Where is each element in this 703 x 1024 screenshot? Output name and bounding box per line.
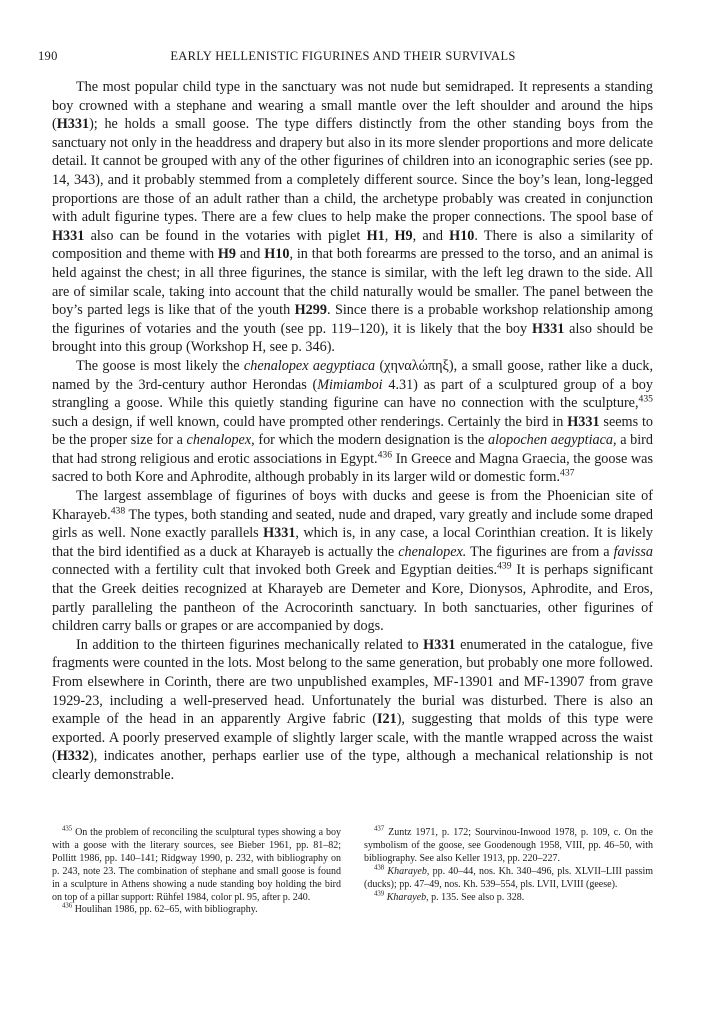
catalogue-ref: H331 bbox=[263, 525, 296, 542]
catalogue-ref: H331 bbox=[531, 320, 565, 337]
catalogue-ref: H9 bbox=[217, 246, 237, 263]
catalogue-ref: H1 bbox=[366, 227, 385, 244]
catalogue-ref: H10 bbox=[449, 227, 475, 244]
running-header bbox=[38, 49, 648, 69]
footnote-439: $^{439}$ Kharayeb, p. 135. See also p. 328. bbox=[374, 890, 525, 903]
footnote-437: $^{437}$ Zuntz 1971, p. 172; Sourvinou-Inwood 1978, p. 109, c. On the symbolism of the goose, see Goodenough 1958, VIII, pp. 46–50, with bibliography. See also Keller 1913, pp. 220–227. bbox=[364, 825, 653, 864]
catalogue-ref: H10 bbox=[264, 246, 290, 263]
catalogue-ref: H331 bbox=[52, 227, 85, 244]
footnote-marker: 435 bbox=[638, 393, 653, 405]
footnote-marker: 438 bbox=[110, 504, 126, 516]
page-number: 190 bbox=[38, 49, 58, 63]
catalogue-ref: H299 bbox=[294, 302, 327, 319]
paragraph-3: The largest assemblage of figurines of boys with ducks and geese is from the Phoenician site of Kharayeb.$^{438}$ The types, both standing and seated, nude and draped, vary greatly and include some draped girls as well. None exactly parallels H331, which is, in any case, a local Corinthian creation. It is likely that the bird identified as a duck at Kharayeb is actually the chenalopex. The figurines are from a favissa connected with a fertility cult that invoked both Greek and Egyptian deities.$^{439}$ It is perhaps significant that the Greek deities recognized at Kharayeb are Demeter and Kore, Dionysos, Aphrodite, and Eros, partly paralleling the pantheon of the Acrocorinth sanctuary. In both sanctuaries, other figurines of children carry balls or grapes or are accompanied by dogs. bbox=[52, 488, 654, 635]
catalogue-ref: H331 bbox=[56, 116, 90, 133]
main-text bbox=[52, 78, 653, 785]
footnote-marker: 436 bbox=[377, 449, 393, 461]
paragraph-2: The goose is most likely the chenalopex aegyptiaca (χηναλώπηξ), a small goose, rather like a duck, named by the 3rd-century author Herondas (Mimiamboi 4.31) as part of a sculptured group of a boy strangling a goose. While this quietly standing figurine can have no connection with the sculpture,$^{435}$ such a design, if well known, could have prompted other renderings. Certainly the bird in H331 seems to be the proper size for a chenalopex, for which the modern designation is the alopochen aegyptiaca, a bird that had strong religious and erotic associations in Egypt.$^{436}$ In Greece and Magna Graecia, the goose was sacred to both Kore and Aphrodite, although probably in its larger wild or domestic form.$^{437}$ bbox=[52, 357, 653, 486]
footnotes-right-column bbox=[364, 827, 653, 917]
catalogue-ref: H9 bbox=[394, 227, 413, 244]
catalogue-ref: H331 bbox=[567, 413, 600, 430]
footnotes-left-column bbox=[52, 827, 341, 917]
paragraph-1: The most popular child type in the sanctuary was not nude but semidraped. It represents a standing boy crowned with a stephane and wearing a small mantle over the left shoulder and around the hips (H331); he holds a small goose. The type differs distinctly from the other standing boys from the sanctuary not only in the headdress and drapery but also in its more slender proportions and more delicate detail. It cannot be grouped with any of the other figurines of children into an iconographic series (see pp. 14, 343), and it probably stemmed from a completely different source. Since the boy’s lean, long-legged proportions are those of an adult rather than a child, the archetype probably was created in conjunction with adult figurine types. There are a few clues to help make the proper connections. The spool base of H331 also can be found in the votaries with piglet H1, H9, and H10. There is also a similarity of composition and theme with H9 and H10, in that both forearms are pressed to the torso, and an animal is held against the chest; in all three figurines, the stance is similar, with the left leg drawn to the side. All are of similar scale, taking into account that the child naturally would be smaller. The panel between the boy’s parted legs is like that of the youth H299. Since there is a probable workshop relationship among the figurines of votaries and the youth (see pp. 119–120), it is likely that the boy H331 also should be brought into this group (Workshop H, see p. 346). bbox=[52, 79, 653, 356]
catalogue-ref: H331 bbox=[423, 636, 456, 653]
footnote-marker: 437 bbox=[560, 467, 575, 479]
paragraph-4: In addition to the thirteen figurines mechanically related to H331 enumerated in the catalogue, five fragments were counted in the lots. Most belong to the same generation, but probably one more followed. From elsewhere in Corinth, there are two unpublished examples, MF-13901 and MF-13907 from grave 1929-23, including a well-preserved head. Unfortunately the burial was disturbed. There is also an example of the head in an apparently Argive fabric (I21), suggesting that molds of this type were exported. A poorly preserved example of slightly larger scale, with the mantle wrapped across the waist (H332), indicates another, perhaps earlier use of the type, although a mechanical relationship is not clearly demonstrable. bbox=[52, 636, 654, 783]
catalogue-ref: I21 bbox=[376, 711, 397, 728]
catalogue-ref: H332 bbox=[56, 748, 90, 765]
footnote-436: $^{436}$ Houlihan 1986, pp. 62–65, with bibliography. bbox=[62, 903, 258, 916]
footnote-438: $^{438}$ Kharayeb, pp. 40–44, nos. Kh. 340–496, pls. XLVII–LIII passim (ducks); pp. 47–49, nos. Kh. 539–554, pls. LVII, LVIII (geese). bbox=[364, 864, 653, 890]
running-title: EARLY HELLENISTIC FIGURINES AND THEIR SURVIVALS bbox=[170, 49, 516, 63]
footnotes bbox=[52, 827, 653, 917]
footnote-435: $^{435}$ On the problem of reconciling the sculptural types showing a boy with a goose with the literary sources, see Bieber 1961, pp. 81–82; Pollitt 1986, pp. 140–141; Ridgway 1990, p. 232, with bibliography on p. 243, note 23. The combination of stephane and small goose is found in a sculpture in Athens showing a nude standing boy holding the bird on top of a pillar support: Rühfel 1984, color pl. 95, after p. 240. bbox=[52, 825, 341, 903]
footnote-marker: 439 bbox=[497, 560, 512, 572]
